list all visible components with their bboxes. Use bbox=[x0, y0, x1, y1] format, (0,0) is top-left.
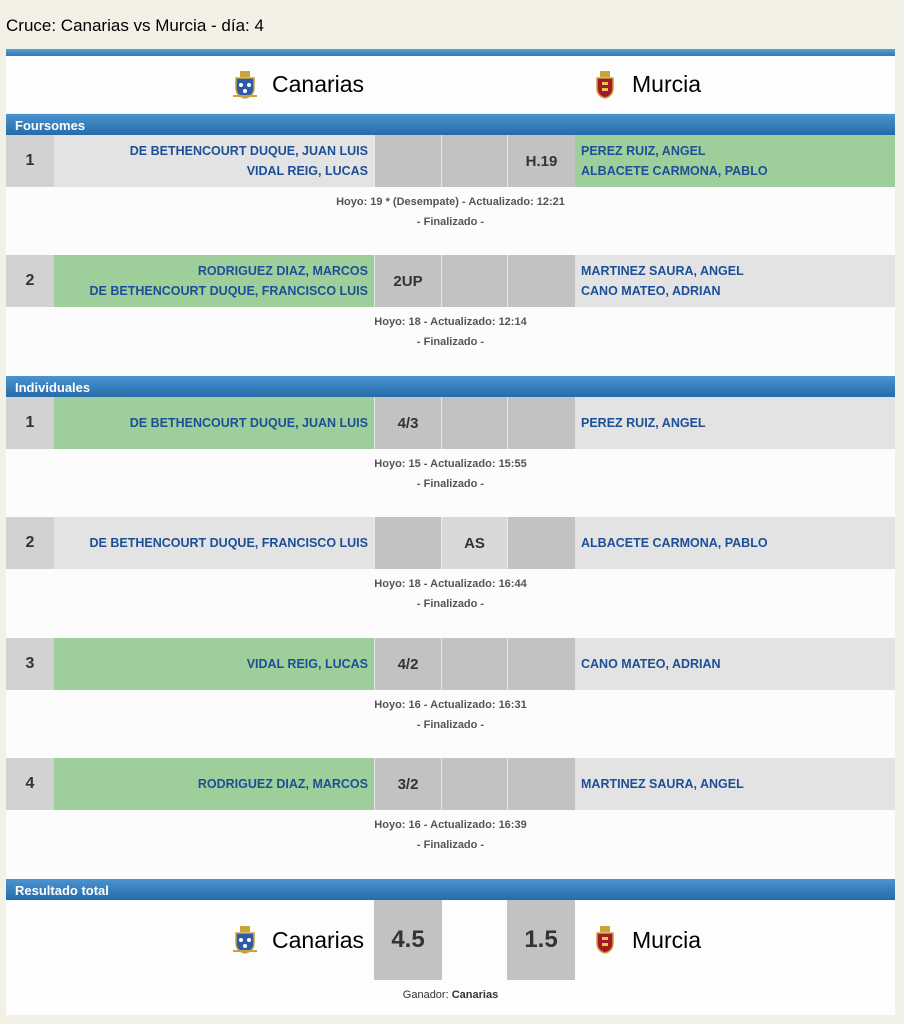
section-foursomes: Foursomes bbox=[6, 114, 895, 136]
match-hole-info: Hoyo: 18 - Actualizado: 16:44 bbox=[374, 578, 527, 590]
score-home: 2UP bbox=[374, 255, 441, 307]
score-home: 4/2 bbox=[374, 638, 441, 690]
player-link[interactable]: DE BETHENCOURT DUQUE, FRANCISCO LUIS bbox=[89, 284, 368, 298]
murcia-crest-icon bbox=[590, 925, 620, 955]
away-total-score: 1.5 bbox=[507, 900, 575, 980]
away-team-name: Murcia bbox=[632, 926, 702, 953]
match-number: 2 bbox=[6, 517, 54, 569]
teams-header bbox=[6, 56, 895, 113]
score-halved bbox=[441, 135, 507, 187]
score-halved bbox=[441, 758, 507, 810]
home-total-score: 4.5 bbox=[374, 900, 442, 980]
match-hole-info: Hoyo: 18 - Actualizado: 12:14 bbox=[374, 316, 527, 328]
murcia-crest-icon bbox=[590, 70, 620, 100]
player-link[interactable]: CANO MATEO, ADRIAN bbox=[581, 657, 721, 671]
home-players bbox=[54, 135, 374, 187]
match-number: 1 bbox=[6, 397, 54, 449]
page-title: Cruce: Canarias vs Murcia - día: 4 bbox=[6, 16, 264, 35]
player-link[interactable]: DE BETHENCOURT DUQUE, JUAN LUIS bbox=[129, 144, 368, 158]
section-resultado: Resultado total bbox=[6, 879, 895, 901]
match-info bbox=[6, 187, 895, 256]
canarias-crest-icon bbox=[230, 70, 260, 100]
score-away bbox=[507, 638, 575, 690]
match-hole-info: Hoyo: 15 - Actualizado: 15:55 bbox=[374, 458, 527, 470]
winner-name: Canarias bbox=[451, 989, 499, 1001]
total-result bbox=[6, 900, 895, 1015]
match-status: - Finalizado - bbox=[416, 719, 485, 731]
score-away: H.19 bbox=[507, 135, 575, 187]
home-players bbox=[54, 255, 374, 307]
player-link[interactable]: PEREZ RUIZ, ANGEL bbox=[581, 416, 706, 430]
player-link[interactable]: VIDAL REIG, LUCAS bbox=[246, 164, 368, 178]
match-number: 4 bbox=[6, 758, 54, 810]
away-players bbox=[575, 758, 895, 810]
match-row[interactable] bbox=[6, 397, 895, 449]
header-bar bbox=[6, 49, 895, 56]
player-link[interactable]: MARTINEZ SAURA, ANGEL bbox=[581, 777, 744, 791]
away-players bbox=[575, 255, 895, 307]
match-row[interactable] bbox=[6, 255, 895, 307]
player-link[interactable]: RODRIGUEZ DIAZ, MARCOS bbox=[197, 777, 368, 791]
winner-line bbox=[6, 989, 895, 1001]
player-link[interactable]: VIDAL REIG, LUCAS bbox=[246, 657, 368, 671]
match-info bbox=[6, 449, 895, 518]
score-away bbox=[507, 758, 575, 810]
match-row[interactable] bbox=[6, 758, 895, 810]
home-team-name: Canarias bbox=[272, 926, 365, 953]
away-players bbox=[575, 397, 895, 449]
match-hole-info: Hoyo: 19 * (Desempate) - Actualizado: 12:21 bbox=[336, 196, 565, 208]
home-players bbox=[54, 517, 374, 569]
score-away bbox=[507, 255, 575, 307]
player-link[interactable]: DE BETHENCOURT DUQUE, JUAN LUIS bbox=[129, 416, 368, 430]
section-individuales: Individuales bbox=[6, 376, 895, 398]
match-status: - Finalizado - bbox=[416, 478, 485, 490]
home-players bbox=[54, 397, 374, 449]
match-row[interactable] bbox=[6, 135, 895, 187]
away-players bbox=[575, 517, 895, 569]
score-home: 4/3 bbox=[374, 397, 441, 449]
score-home bbox=[374, 517, 441, 569]
score-halved bbox=[441, 397, 507, 449]
away-players bbox=[575, 638, 895, 690]
score-home: 3/2 bbox=[374, 758, 441, 810]
match-info bbox=[6, 810, 895, 879]
away-team[interactable] bbox=[590, 900, 701, 980]
match-status: - Finalizado - bbox=[416, 839, 485, 851]
match-number: 3 bbox=[6, 638, 54, 690]
score-halved: AS bbox=[441, 517, 507, 569]
match-hole-info: Hoyo: 16 - Actualizado: 16:39 bbox=[374, 819, 527, 831]
score-halved bbox=[441, 638, 507, 690]
player-link[interactable]: CANO MATEO, ADRIAN bbox=[581, 284, 721, 298]
score-away bbox=[507, 397, 575, 449]
canarias-crest-icon bbox=[230, 925, 260, 955]
match-status: - Finalizado - bbox=[416, 336, 485, 348]
away-team-name: Murcia bbox=[632, 71, 702, 97]
score-home bbox=[374, 135, 441, 187]
home-players bbox=[54, 638, 374, 690]
player-link[interactable]: RODRIGUEZ DIAZ, MARCOS bbox=[197, 264, 368, 278]
match-number: 2 bbox=[6, 255, 54, 307]
away-team[interactable] bbox=[590, 56, 701, 113]
player-link[interactable]: ALBACETE CARMONA, PABLO bbox=[581, 164, 768, 178]
winner-label: Ganador: bbox=[402, 989, 449, 1001]
away-players bbox=[575, 135, 895, 187]
match-number: 1 bbox=[6, 135, 54, 187]
match-info bbox=[6, 307, 895, 376]
score-halved bbox=[441, 255, 507, 307]
match-info bbox=[6, 569, 895, 638]
match-hole-info: Hoyo: 16 - Actualizado: 16:31 bbox=[374, 699, 527, 711]
match-row[interactable] bbox=[6, 638, 895, 690]
home-team[interactable] bbox=[230, 900, 364, 980]
match-info bbox=[6, 690, 895, 759]
match-status: - Finalizado - bbox=[416, 598, 485, 610]
player-link[interactable]: ALBACETE CARMONA, PABLO bbox=[581, 536, 768, 550]
player-link[interactable]: DE BETHENCOURT DUQUE, FRANCISCO LUIS bbox=[89, 536, 368, 550]
player-link[interactable]: MARTINEZ SAURA, ANGEL bbox=[581, 264, 744, 278]
home-team-name: Canarias bbox=[272, 71, 365, 97]
home-players bbox=[54, 758, 374, 810]
match-row[interactable] bbox=[6, 517, 895, 569]
score-away bbox=[507, 517, 575, 569]
player-link[interactable]: PEREZ RUIZ, ANGEL bbox=[581, 144, 706, 158]
match-status: - Finalizado - bbox=[416, 216, 485, 228]
home-team[interactable] bbox=[230, 56, 364, 113]
